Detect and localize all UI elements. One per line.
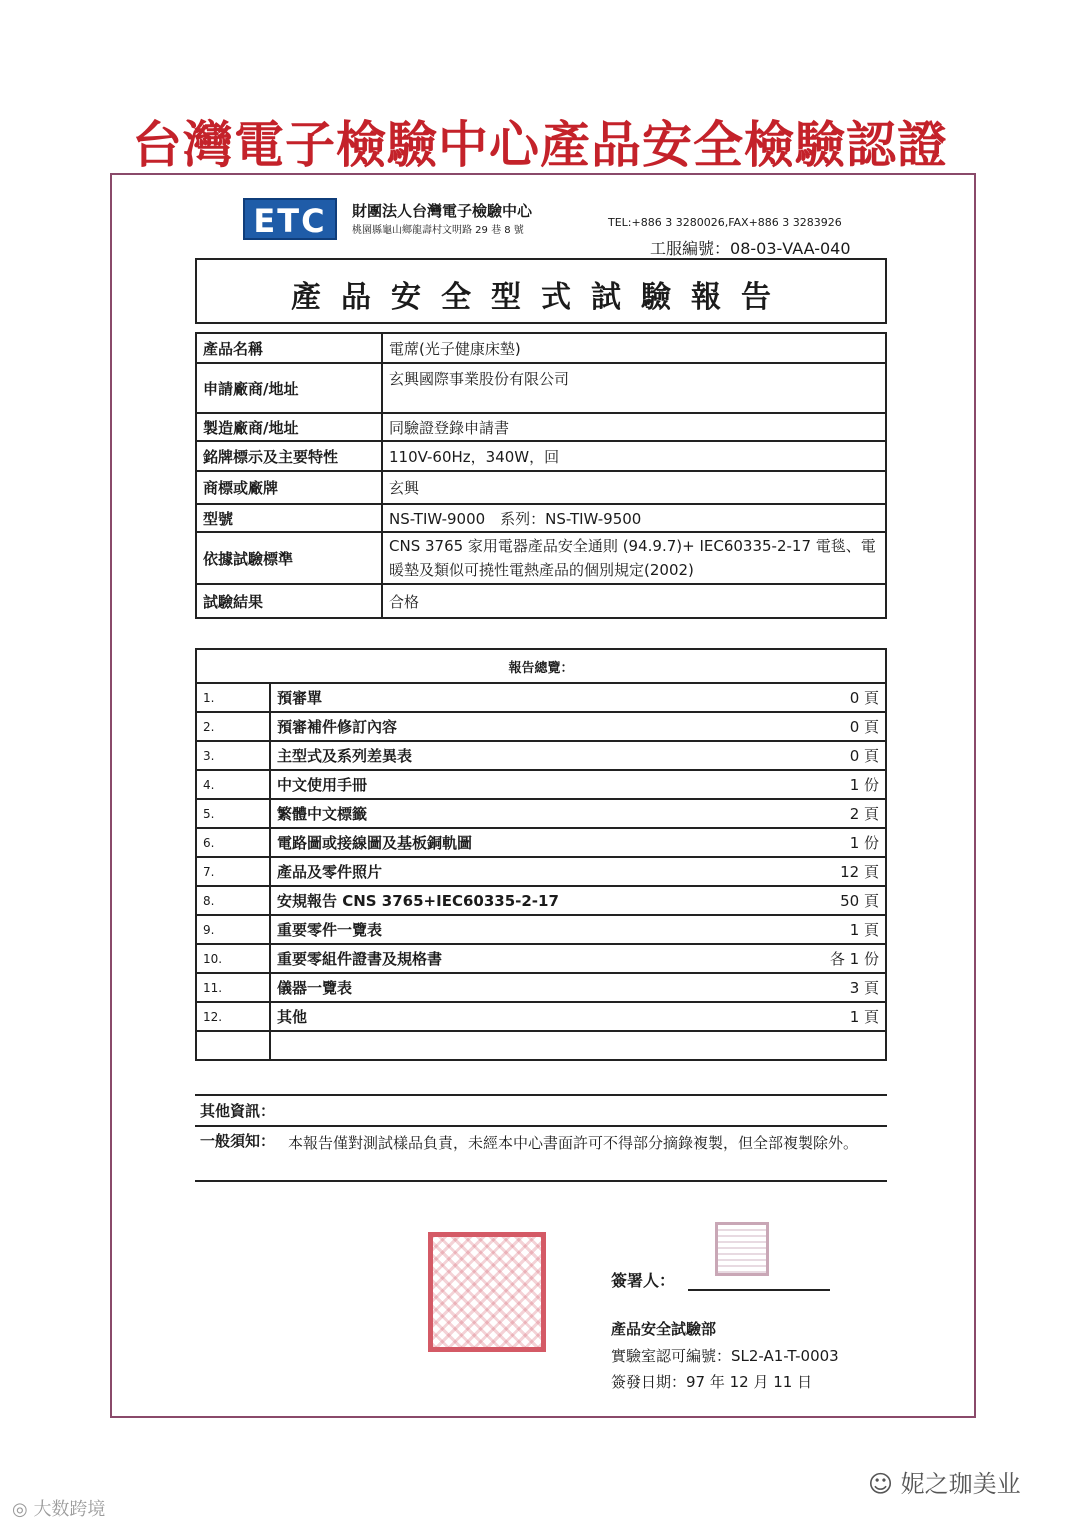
table-row [196,532,886,584]
summary-item-count: 1 份 [779,770,886,799]
notice-text: 本報告僅對測試樣品負責，未經本中心書面許可不得部分摘錄複製，但全部複製除外。 [288,1134,859,1152]
department: 產品安全試驗部 [611,1320,717,1338]
summary-heading: 報告總覽： [196,649,886,683]
official-stamp [428,1232,546,1352]
logo-icon: ◎ [12,1499,34,1520]
summary-item-count: 各 1 份 [779,944,886,973]
other-info-label: 其他資訊： [200,1102,276,1120]
summary-item-name: 預審補件修訂內容 [270,712,779,741]
summary-item-number: 10. [196,944,270,973]
info-label: 申請廠商/地址 [196,363,382,413]
info-label: 試驗結果 [196,584,382,618]
table-row [196,683,886,712]
summary-item-name: 其他 [270,1002,779,1031]
table-row [196,770,886,799]
summary-item-number: 1. [196,683,270,712]
summary-item-number: 7. [196,857,270,886]
table-row [196,363,886,413]
info-label: 產品名稱 [196,333,382,363]
summary-item-number: 4. [196,770,270,799]
info-value: 玄興國際事業股份有限公司 [382,363,886,413]
org-name: 財團法人台灣電子檢驗中心 [352,202,533,220]
summary-item-name: 中文使用手冊 [270,770,779,799]
table-row [196,471,886,504]
divider [195,1125,887,1127]
info-value: 合格 [382,584,886,618]
divider [195,1180,887,1182]
summary-item-count: 50 頁 [779,886,886,915]
info-value: 玄興 [382,471,886,504]
table-row [196,333,886,363]
table-row [196,973,886,1002]
summary-item-name: 重要零件一覽表 [270,915,779,944]
summary-item-count: 12 頁 [779,857,886,886]
report-summary-table [195,648,887,1061]
summary-item-number: 9. [196,915,270,944]
info-label: 商標或廠牌 [196,471,382,504]
summary-item-count: 0 頁 [779,741,886,770]
summary-item-count: 1 頁 [779,915,886,944]
etc-logo: ETC [243,198,337,240]
work-number-value: 08-03-VAA-040 [730,239,851,258]
info-label: 型號 [196,504,382,532]
org-tel-fax: TEL:+886 3 3280026,FAX+886 3 3283926 [608,216,842,229]
report-title-box [195,258,887,324]
summary-item-count: 1 頁 [779,1002,886,1031]
summary-item-name: 主型式及系列差異表 [270,741,779,770]
watermark-right [868,1464,1021,1499]
summary-item-number: 8. [196,886,270,915]
table-row [196,944,886,973]
summary-item-name: 預審單 [270,683,779,712]
summary-item-count [779,1031,886,1060]
summary-item-number: 6. [196,828,270,857]
table-row [196,886,886,915]
table-row [196,828,886,857]
work-number [650,236,851,259]
table-row-empty [196,1031,886,1060]
summary-item-count: 3 頁 [779,973,886,1002]
table-row [196,915,886,944]
org-address: 桃園縣龜山鄉龍壽村文明路 29 巷 8 號 [352,225,524,236]
summary-item-name: 安規報告 CNS 3765+IEC60335-2-17 [270,886,779,915]
table-row [196,741,886,770]
summary-item-number: 2. [196,712,270,741]
summary-item-number: 5. [196,799,270,828]
info-value: 同驗證登錄申請書 [382,413,886,441]
summary-item-count: 2 頁 [779,799,886,828]
table-row [196,504,886,532]
info-value: NS-TIW-9000 系列：NS-TIW-9500 [382,504,886,532]
table-row [196,712,886,741]
signature-line [688,1289,830,1291]
info-value: CNS 3765 家用電器產品安全通則 (94.9.7)+ IEC60335-2-17 電毯、電暖墊及類似可撓性電熱產品的個別規定(2002) [382,532,886,584]
signature-seal [715,1222,769,1276]
info-label: 依據試驗標準 [196,532,382,584]
chat-bubble-icon: ☺ [868,1470,901,1498]
summary-item-count: 0 頁 [779,712,886,741]
table-row [196,799,886,828]
issue-date: 簽發日期：97 年 12 月 11 日 [611,1373,813,1391]
summary-item-number: 12. [196,1002,270,1031]
divider [195,1094,887,1096]
summary-item-name: 產品及零件照片 [270,857,779,886]
summary-item-name: 電路圖或接線圖及基板銅軌圖 [270,828,779,857]
summary-item-count: 1 份 [779,828,886,857]
info-label: 銘牌標示及主要特性 [196,441,382,471]
work-number-label: 工服編號： [650,239,731,258]
watermark-right-text: 妮之珈美业 [900,1470,1021,1498]
summary-item-count: 0 頁 [779,683,886,712]
info-value: 電蓆(光子健康床墊) [382,333,886,363]
summary-item-name: 儀器一覽表 [270,973,779,1002]
lab-number: 實驗室認可編號：SL2-A1-T-0003 [611,1347,839,1365]
table-row [196,584,886,618]
product-info-table [195,332,887,619]
summary-item-number [196,1031,270,1060]
summary-item-name [270,1031,779,1060]
watermark-left-text: 大数跨境 [33,1499,106,1520]
banner-title: 台灣電子檢驗中心產品安全檢驗認證 [132,115,948,174]
info-value: 110V-60Hz，340W，回 [382,441,886,471]
summary-item-number: 3. [196,741,270,770]
table-row [196,441,886,471]
summary-item-number: 11. [196,973,270,1002]
report-title: 產品安全型式試驗報告 [291,280,791,315]
watermark-left [12,1495,105,1521]
table-row [196,857,886,886]
summary-item-name: 重要零組件證書及規格書 [270,944,779,973]
summary-heading-row [196,649,886,683]
signer-label: 簽署人： [611,1271,676,1290]
table-row [196,1002,886,1031]
notice-label: 一般須知： [200,1132,276,1150]
table-row [196,413,886,441]
info-label: 製造廠商/地址 [196,413,382,441]
summary-item-name: 繁體中文標籤 [270,799,779,828]
